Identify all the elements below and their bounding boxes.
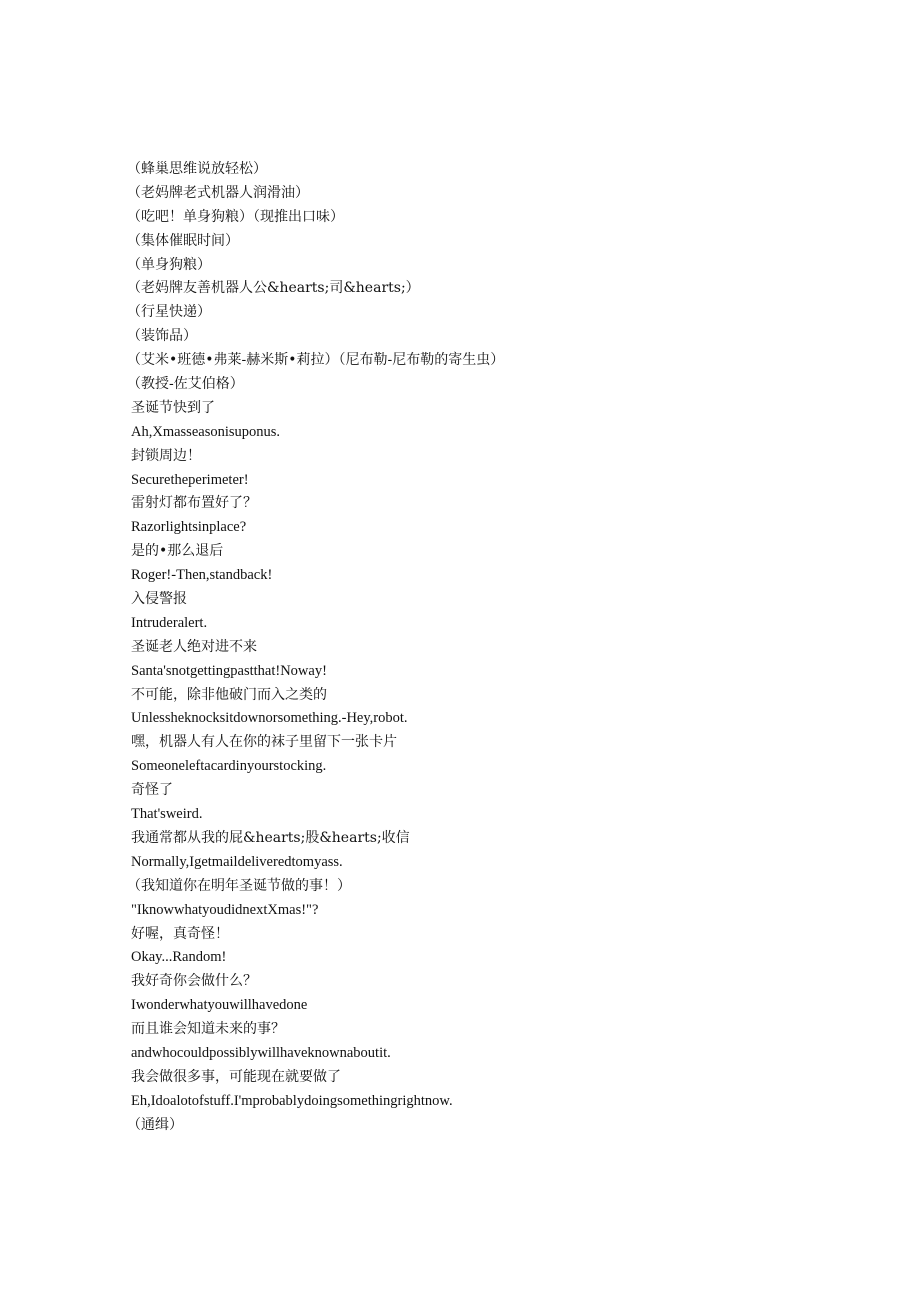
caption-note-line: （通缉） [127, 1116, 183, 1133]
caption-note-line: （行星快递） [127, 304, 211, 321]
english-line: Unlessheknocksitdownorsomething.-Hey,robot. [131, 710, 408, 727]
english-line: Someoneleftacardinyourstocking. [131, 758, 327, 775]
english-line: Razorlightsinplace? [131, 519, 247, 536]
subtitle-text-body [127, 158, 771, 1138]
chinese-line: 入侵警报 [131, 591, 187, 608]
english-line: Eh,Idoalotofstuff.I'mprobablydoingsomethingrightnow. [131, 1092, 453, 1109]
english-line: Okay...Random! [131, 949, 227, 966]
caption-note-line: （装饰品） [127, 328, 197, 345]
chinese-line: 封锁周边！ [131, 447, 201, 464]
caption-note-line: （吃吧！单身狗粮）（现推出口味） [127, 208, 344, 225]
chinese-line: 我好奇你会做什么？ [131, 973, 257, 990]
chinese-line: 不可能，除非他破门而入之类的 [131, 686, 327, 703]
english-line: "IknowwhatyoudidnextXmas!"? [131, 901, 319, 918]
caption-note-line: （老妈牌老式机器人润滑油） [127, 184, 309, 201]
english-line: That'sweird. [131, 806, 203, 823]
english-line: andwhocouldpossiblywillhaveknownaboutit. [131, 1044, 391, 1061]
english-line: Ah,Xmasseasonisuponus. [131, 423, 281, 440]
caption-note-line: （集体催眠时间） [127, 232, 239, 249]
english-line: Intruderalert. [131, 614, 208, 631]
english-line: Normally,Igetmaildeliveredtomyass. [131, 853, 343, 870]
chinese-line: 是的•那么退后 [131, 543, 224, 560]
english-line: Roger!-Then,standback! [131, 567, 273, 584]
chinese-line: 我会做很多事，可能现在就要做了 [131, 1068, 341, 1085]
english-line: Securetheperimeter! [131, 471, 249, 488]
caption-note-line: （单身狗粮） [127, 256, 211, 273]
chinese-line: 而且谁会知道未来的事？ [131, 1021, 285, 1038]
chinese-line: 雷射灯都布置好了？ [131, 495, 257, 512]
caption-note-line: （蜂巢思维说放轻松） [127, 161, 267, 177]
chinese-line: 奇怪了 [131, 782, 173, 799]
chinese-line: 圣诞老人绝对进不来 [131, 638, 257, 655]
caption-note-line: （艾米•班德•弗莱-赫米斯•莉拉）（尼布勒-尼布勒的寄生虫） [127, 352, 505, 369]
chinese-line: 嘿，机器人有人在你的袜子里留下一张卡片 [131, 734, 397, 751]
caption-note-line: （老妈牌友善机器人公&hearts;司&hearts;） [127, 280, 420, 297]
english-line: Santa'snotgettingpastthat!Noway! [131, 662, 327, 679]
chinese-line: 我通常都从我的屁&hearts;股&hearts;收信 [131, 829, 410, 846]
chinese-line: 好喔，真奇怪！ [131, 925, 229, 942]
caption-note-line: （教授-佐艾伯格） [127, 376, 244, 393]
english-line: Iwonderwhatyouwillhavedone [131, 997, 308, 1014]
chinese-line: 圣诞节快到了 [131, 399, 215, 416]
caption-note-line: （我知道你在明年圣诞节做的事！） [127, 877, 351, 894]
